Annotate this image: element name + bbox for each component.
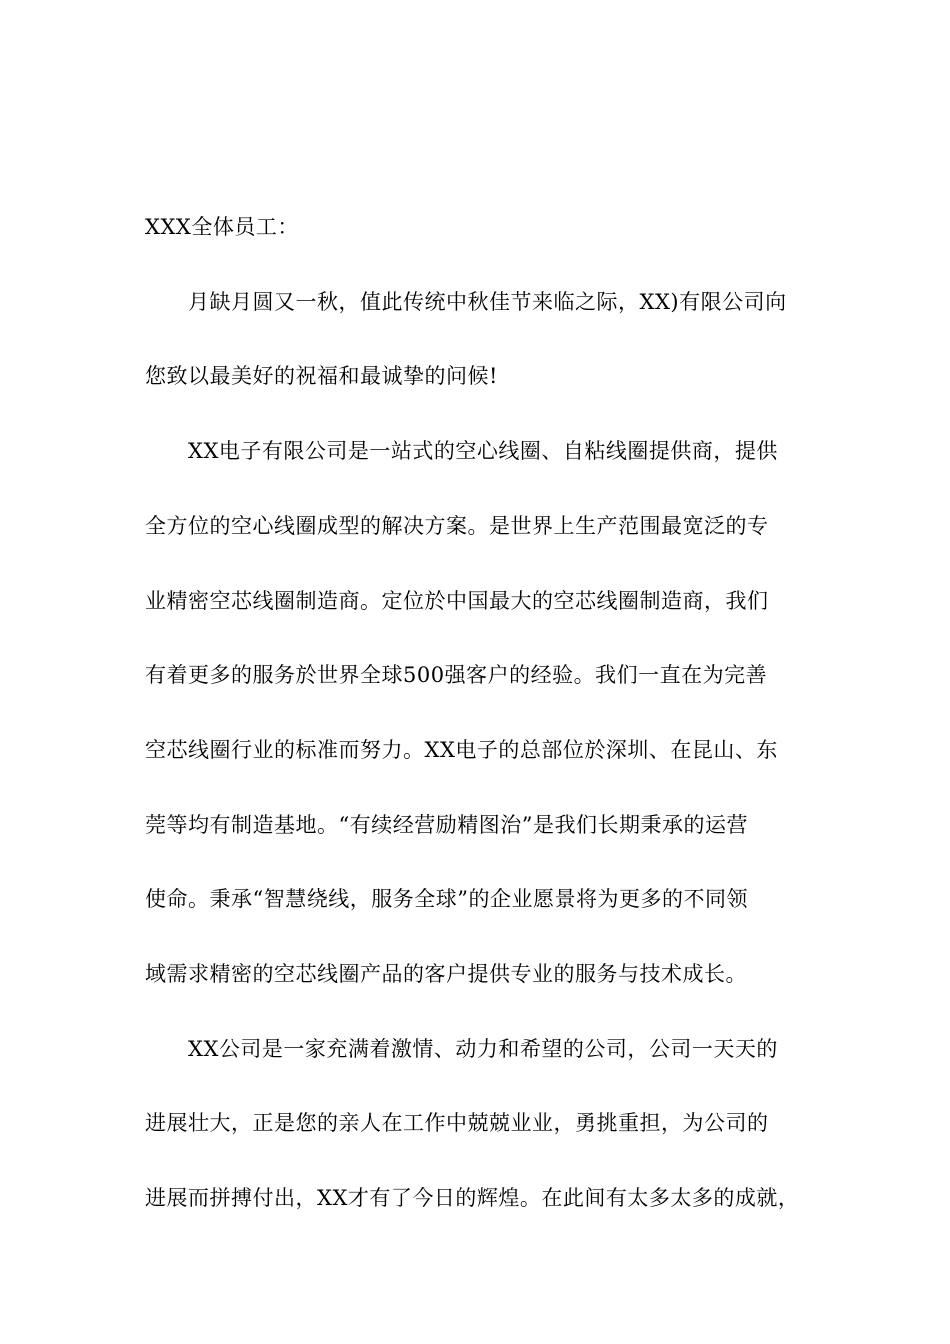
paragraph-2-line-4: 有着更多的服务於世界全球500强客户的经验。我们一直在为完善 [145, 663, 768, 687]
paragraph-1-line-1: 月缺月圆又一秋，值此传统中秋佳节来临之际，XX)有限公司向 [188, 290, 787, 314]
paragraph-1-line-2: 您致以最美好的祝福和最诚挚的问候! [145, 364, 498, 388]
paragraph-3-line-2: 进展壮大，正是您的亲人在工作中兢兢业业，勇挑重担，为公司的 [145, 1111, 769, 1135]
paragraph-3-line-1: XX公司是一家充满着激情、动力和希望的公司，公司一天天的 [188, 1037, 778, 1061]
paragraph-2-line-1: XX电子有限公司是一站式的空心线圈、自粘线圈提供商，提供 [188, 439, 778, 463]
paragraph-2-line-7: 使命。秉承“智慧绕线，服务全球”的企业愿景将为更多的不同领 [145, 887, 748, 911]
paragraph-3-line-3: 进展而拼搏付出，XX才有了今日的辉煌。在此间有太多太多的成就， [145, 1186, 800, 1210]
greeting: XXX全体员工： [145, 215, 299, 239]
paragraph-2-line-5: 空芯线圈行业的标准而努力。XX电子的总部位於深圳、在昆山、东 [145, 738, 778, 762]
paragraph-2-line-8: 域需求精密的空芯线圈产品的客户提供专业的服务与技术成长。 [145, 962, 747, 986]
paragraph-2-line-6: 莞等均有制造基地。“有续经营励精图治”是我们长期秉承的运营 [145, 813, 748, 837]
paragraph-2-line-3: 业精密空芯线圈制造商。定位於中国最大的空芯线圈制造商，我们 [145, 589, 769, 613]
paragraph-2-line-2: 全方位的空心线圈成型的解决方案。是世界上生产范围最宽泛的专 [145, 514, 769, 538]
